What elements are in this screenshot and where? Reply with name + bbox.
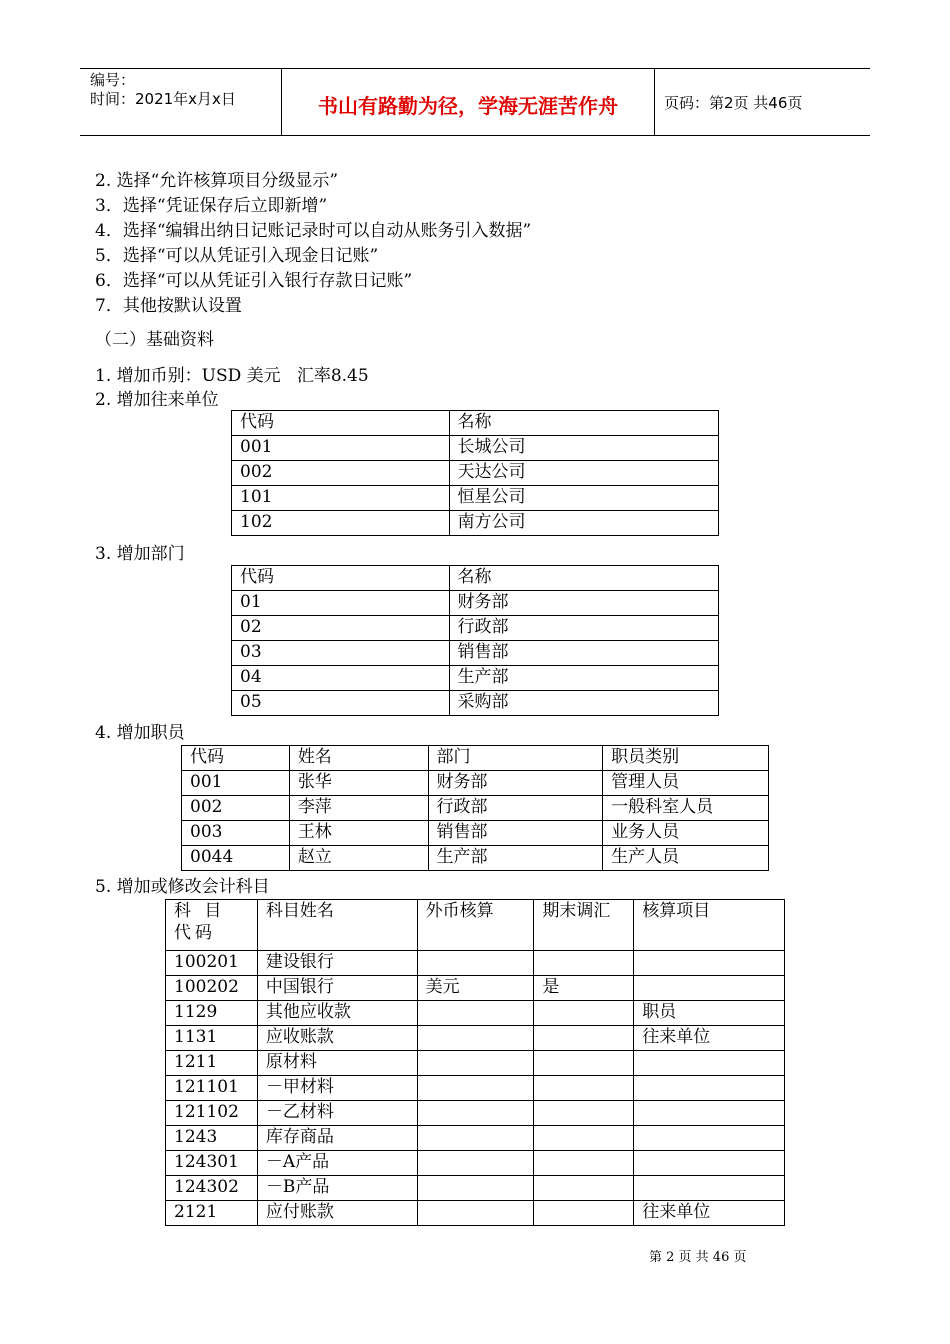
table-cell: 天达公司 (449, 461, 718, 486)
table-cell: 生产人员 (603, 846, 769, 871)
table-cell: 1131 (166, 1026, 258, 1051)
table-cell (634, 951, 785, 976)
table-header-cell: 名称 (449, 411, 718, 436)
table-cell: 采购部 (449, 691, 718, 716)
table-cell (634, 1076, 785, 1101)
table-cell: 长城公司 (449, 436, 718, 461)
table-cell: 赵立 (289, 846, 428, 871)
settings-item: 4．选择“编辑出纳日记账记录时可以自动从账务引入数据” (95, 221, 532, 241)
table-row (232, 591, 719, 616)
table-cell (417, 951, 534, 976)
table-cell (534, 1101, 634, 1126)
table-cell (534, 1201, 634, 1226)
table-cell (534, 1151, 634, 1176)
units-table (231, 410, 719, 536)
table-cell: 01 (232, 591, 450, 616)
table-row (182, 846, 769, 871)
table-cell: 1211 (166, 1051, 258, 1076)
employees-title: 4. 增加职员 (95, 723, 185, 743)
table-cell: 管理人员 (603, 771, 769, 796)
table-cell: 1243 (166, 1126, 258, 1151)
table-header-cell: 部门 (428, 746, 603, 771)
table-row (166, 1151, 785, 1176)
table-cell: 财务部 (449, 591, 718, 616)
table-row (232, 616, 719, 641)
table-cell: 南方公司 (449, 511, 718, 536)
table-cell: 其他应收款 (257, 1001, 417, 1026)
table-row (166, 976, 785, 1001)
table-cell (417, 1051, 534, 1076)
table-cell: 库存商品 (257, 1126, 417, 1151)
table-header-cell: 代码 (182, 746, 290, 771)
table-cell: 应收账款 (257, 1026, 417, 1051)
table-header-cell: 科 目 代码 (166, 900, 258, 951)
table-cell: －B产品 (257, 1176, 417, 1201)
table-row (232, 511, 719, 536)
table-cell: 往来单位 (634, 1026, 785, 1051)
table-row (166, 1076, 785, 1101)
table-cell: 002 (182, 796, 290, 821)
header-top-rule (80, 68, 870, 69)
table-cell: －甲材料 (257, 1076, 417, 1101)
table-header-row (182, 746, 769, 771)
table-header-cell: 核算项目 (634, 900, 785, 951)
table-cell: 002 (232, 461, 450, 486)
settings-item: 3．选择“凭证保存后立即新增” (95, 196, 328, 216)
units-title: 2. 增加往来单位 (95, 390, 219, 410)
table-row (182, 796, 769, 821)
table-header-row (232, 411, 719, 436)
header-number-label: 编号： (90, 71, 136, 89)
table-cell: 行政部 (449, 616, 718, 641)
table-cell: 生产部 (428, 846, 603, 871)
table-row (232, 461, 719, 486)
table-cell: 原材料 (257, 1051, 417, 1076)
table-cell: 职员 (634, 1001, 785, 1026)
page-footer: 第 2 页 共 46 页 (649, 1250, 747, 1265)
table-cell: 销售部 (428, 821, 603, 846)
header-page-info: 页码：第2页 共46页 (664, 94, 803, 112)
table-cell (534, 1026, 634, 1051)
table-row (232, 691, 719, 716)
table-cell (534, 1176, 634, 1201)
table-cell: 124301 (166, 1151, 258, 1176)
currency-line: 1. 增加币别：USD 美元 汇率8.45 (95, 366, 369, 386)
accounts-table (165, 899, 785, 1226)
table-cell: 往来单位 (634, 1201, 785, 1226)
table-cell: 003 (182, 821, 290, 846)
table-row (232, 666, 719, 691)
table-cell (534, 1001, 634, 1026)
table-cell (417, 1201, 534, 1226)
table-row (182, 771, 769, 796)
table-row (166, 1101, 785, 1126)
table-cell: 121101 (166, 1076, 258, 1101)
table-cell (634, 1151, 785, 1176)
table-cell: 美元 (417, 976, 534, 1001)
table-cell (534, 1126, 634, 1151)
table-header-cell: 名称 (449, 566, 718, 591)
table-cell (534, 951, 634, 976)
table-cell (634, 1126, 785, 1151)
table-cell: 建设银行 (257, 951, 417, 976)
table-cell: －乙材料 (257, 1101, 417, 1126)
table-cell: 0044 (182, 846, 290, 871)
table-header-cell: 期末调汇 (534, 900, 634, 951)
table-row (166, 1051, 785, 1076)
table-cell: 04 (232, 666, 450, 691)
table-cell: 业务人员 (603, 821, 769, 846)
table-cell: 05 (232, 691, 450, 716)
table-cell (417, 1176, 534, 1201)
table-cell (417, 1151, 534, 1176)
table-row (166, 951, 785, 976)
table-cell: 行政部 (428, 796, 603, 821)
settings-item: 2. 选择“允许核算项目分级显示” (95, 171, 339, 191)
table-cell: 应付账款 (257, 1201, 417, 1226)
table-cell: 001 (182, 771, 290, 796)
header-bottom-rule (80, 135, 870, 136)
table-cell (534, 1051, 634, 1076)
table-cell: 02 (232, 616, 450, 641)
table-row (232, 436, 719, 461)
table-cell (417, 1101, 534, 1126)
table-row (166, 1001, 785, 1026)
table-cell: 121102 (166, 1101, 258, 1126)
header-time-label: 时间：2021年x月x日 (90, 90, 236, 108)
table-cell (417, 1001, 534, 1026)
table-cell (634, 1051, 785, 1076)
table-header-row (232, 566, 719, 591)
header-motto: 书山有路勤为径，学海无涯苦作舟 (318, 94, 618, 118)
table-cell: 中国银行 (257, 976, 417, 1001)
table-cell: 124302 (166, 1176, 258, 1201)
employees-table (181, 745, 769, 871)
table-cell: 102 (232, 511, 450, 536)
table-cell: 2121 (166, 1201, 258, 1226)
table-row (232, 641, 719, 666)
table-cell: 100201 (166, 951, 258, 976)
table-row (232, 486, 719, 511)
table-header-cell: 代码 (232, 411, 450, 436)
table-cell: 是 (534, 976, 634, 1001)
table-cell (534, 1076, 634, 1101)
settings-item: 6．选择“可以从凭证引入银行存款日记账” (95, 271, 413, 291)
table-cell (417, 1026, 534, 1051)
section-title: （二）基础资料 (95, 330, 214, 350)
table-cell: －A产品 (257, 1151, 417, 1176)
table-row (166, 1026, 785, 1051)
table-row (182, 821, 769, 846)
table-cell (417, 1126, 534, 1151)
table-header-cell: 科目姓名 (257, 900, 417, 951)
table-cell: 生产部 (449, 666, 718, 691)
table-row (166, 1201, 785, 1226)
table-cell: 101 (232, 486, 450, 511)
settings-item: 7．其他按默认设置 (95, 296, 242, 316)
table-header-cell: 职员类别 (603, 746, 769, 771)
table-cell (634, 1101, 785, 1126)
table-cell (634, 976, 785, 1001)
table-header-cell: 代码 (232, 566, 450, 591)
table-header-row (166, 900, 785, 951)
settings-item: 5．选择“可以从凭证引入现金日记账” (95, 246, 379, 266)
table-cell: 001 (232, 436, 450, 461)
table-cell: 03 (232, 641, 450, 666)
table-cell: 一般科室人员 (603, 796, 769, 821)
table-cell: 销售部 (449, 641, 718, 666)
accounts-title: 5. 增加或修改会计科目 (95, 877, 270, 897)
table-header-cell: 外币核算 (417, 900, 534, 951)
table-cell: 1129 (166, 1001, 258, 1026)
header-divider-right (654, 68, 655, 136)
departments-table (231, 565, 719, 716)
table-row (166, 1126, 785, 1151)
table-row (166, 1176, 785, 1201)
table-cell: 李萍 (289, 796, 428, 821)
table-cell: 100202 (166, 976, 258, 1001)
table-cell (417, 1076, 534, 1101)
table-cell (634, 1176, 785, 1201)
table-cell: 财务部 (428, 771, 603, 796)
departments-title: 3. 增加部门 (95, 544, 185, 564)
table-cell: 王林 (289, 821, 428, 846)
table-cell: 恒星公司 (449, 486, 718, 511)
table-cell: 张华 (289, 771, 428, 796)
table-header-cell: 姓名 (289, 746, 428, 771)
